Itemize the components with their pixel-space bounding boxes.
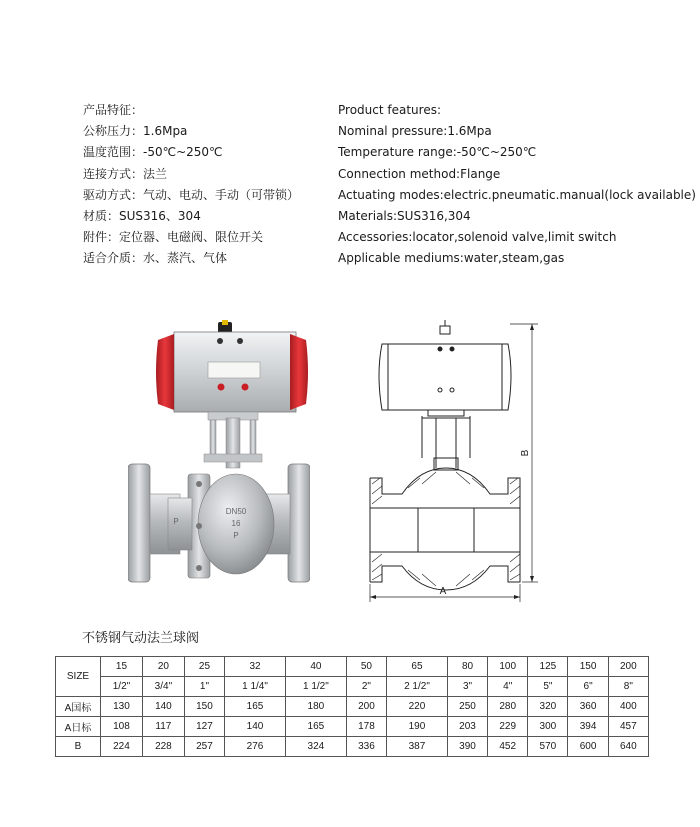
actuator-end-cap-left <box>156 334 174 410</box>
features-en-accessories: Accessories:locator,solenoid valve,limit switch <box>338 230 617 245</box>
drawing-actuator <box>379 344 511 410</box>
row-label: B <box>56 737 101 757</box>
table-cell: 25 <box>184 657 224 677</box>
flange-left <box>128 464 150 582</box>
dimension-drawing-svg <box>348 318 548 608</box>
table-cell: 336 <box>346 737 386 757</box>
dimension-b-label: B <box>520 449 531 457</box>
table-cell: 224 <box>101 737 143 757</box>
table-cell: 180 <box>285 697 346 717</box>
table-cell: 140 <box>225 717 286 737</box>
table-cell: 4" <box>488 677 528 697</box>
table-cell: 257 <box>184 737 224 757</box>
table-cell: 32 <box>225 657 286 677</box>
dimension-drawing <box>348 318 548 608</box>
table-cell: 1/2" <box>101 677 143 697</box>
table-cell: 140 <box>142 697 184 717</box>
nameplate <box>208 362 260 378</box>
table-title: 不锈钢气动法兰球阀 <box>82 631 200 646</box>
table-cell: 8" <box>608 677 648 697</box>
table-cell: 394 <box>568 717 608 737</box>
valve-photo <box>128 318 310 588</box>
table-cell: 387 <box>387 737 448 757</box>
flange-right <box>288 464 310 582</box>
table-cell: 203 <box>447 717 487 737</box>
table-cell: 20 <box>142 657 184 677</box>
table-cell: 1 1/2" <box>285 677 346 697</box>
table-cell: 5" <box>528 677 568 697</box>
size-header: SIZE <box>56 657 101 697</box>
dimension-table <box>55 656 649 757</box>
features-en-connection: Connection method:Flange <box>338 166 501 181</box>
features-zh-connection: 连接方式：法兰 <box>83 166 168 181</box>
features-en-heading: Product features: <box>338 103 441 117</box>
table-row-a-gb <box>56 697 649 717</box>
row-label: A日标 <box>56 717 101 737</box>
table-cell: 228 <box>142 737 184 757</box>
features-en-list <box>338 100 696 270</box>
table-cell: 200 <box>608 657 648 677</box>
features-zh-actuating: 驱动方式：气动、电动、手动（可带锁） <box>83 187 300 202</box>
drawing-body <box>370 468 520 590</box>
table-cell: 570 <box>528 737 568 757</box>
table-cell: 6" <box>568 677 608 697</box>
table-cell: 360 <box>568 697 608 717</box>
features-en-materials: Materials:SUS316,304 <box>338 208 471 223</box>
table-cell: 250 <box>447 697 487 717</box>
table-cell: 15 <box>101 657 143 677</box>
table-cell: 1" <box>184 677 224 697</box>
table-row-dn <box>56 657 649 677</box>
table-cell: 400 <box>608 697 648 717</box>
table-cell: 452 <box>488 737 528 757</box>
flange-mark: P <box>173 517 179 526</box>
table-cell: 178 <box>346 717 386 737</box>
table-cell: 2 1/2" <box>387 677 448 697</box>
features-en-pressure: Nominal pressure:1.6Mpa <box>338 124 492 139</box>
table-cell: 229 <box>488 717 528 737</box>
table-cell: 130 <box>101 697 143 717</box>
table-cell: 300 <box>528 717 568 737</box>
valve-photo-illustration <box>128 318 310 588</box>
features-zh-pressure: 公称压力：1.6Mpa <box>83 124 188 139</box>
table-cell: 324 <box>285 737 346 757</box>
actuator-end-cap-right <box>290 334 308 410</box>
table-cell: 2" <box>346 677 386 697</box>
table-cell: 50 <box>346 657 386 677</box>
table-cell: 3" <box>447 677 487 697</box>
table-row-a-jis <box>56 717 649 737</box>
table-cell: 117 <box>142 717 184 737</box>
table-cell: 165 <box>225 697 286 717</box>
features-zh-heading: 产品特征： <box>83 103 144 117</box>
table-cell: 280 <box>488 697 528 717</box>
row-label: A国标 <box>56 697 101 717</box>
table-cell: 150 <box>184 697 224 717</box>
features-zh-accessories: 附件：定位器、电磁阀、限位开关 <box>83 230 264 245</box>
table-cell: 40 <box>285 657 346 677</box>
features-zh-materials: 材质：SUS316、304 <box>83 208 201 223</box>
table-cell: 640 <box>608 737 648 757</box>
table-row-inch <box>56 677 649 697</box>
table-cell: 457 <box>608 717 648 737</box>
table-cell: 320 <box>528 697 568 717</box>
table-cell: 3/4" <box>142 677 184 697</box>
table-cell: 150 <box>568 657 608 677</box>
table-cell: 220 <box>387 697 448 717</box>
table-cell: 127 <box>184 717 224 737</box>
features-zh-temperature: 温度范围：-50℃~250℃ <box>83 145 223 160</box>
table-cell: 165 <box>285 717 346 737</box>
table-cell: 1 1/4" <box>225 677 286 697</box>
table-cell: 276 <box>225 737 286 757</box>
table-row-b <box>56 737 649 757</box>
table-cell: 390 <box>447 737 487 757</box>
table-cell: 200 <box>346 697 386 717</box>
table-cell: 108 <box>101 717 143 737</box>
body-mark-p: P <box>233 531 239 540</box>
features-en-temperature: Temperature range:-50℃~250℃ <box>338 145 537 160</box>
features-en-actuating: Actuating modes:electric.pneumatic.manual(lock available) <box>338 187 696 202</box>
table-cell: 65 <box>387 657 448 677</box>
table-cell: 80 <box>447 657 487 677</box>
features-zh-list <box>83 100 333 270</box>
table-cell: 600 <box>568 737 608 757</box>
body-mark-dn: DN50 <box>225 507 247 516</box>
body-mark-pn: 16 <box>231 519 241 528</box>
features-en-mediums: Applicable mediums:water,steam,gas <box>338 251 565 266</box>
table-cell: 100 <box>488 657 528 677</box>
features-zh-mediums: 适合介质：水、蒸汽、气体 <box>83 251 228 266</box>
table-cell: 125 <box>528 657 568 677</box>
table-cell: 190 <box>387 717 448 737</box>
dimension-a-label: A <box>439 586 447 597</box>
